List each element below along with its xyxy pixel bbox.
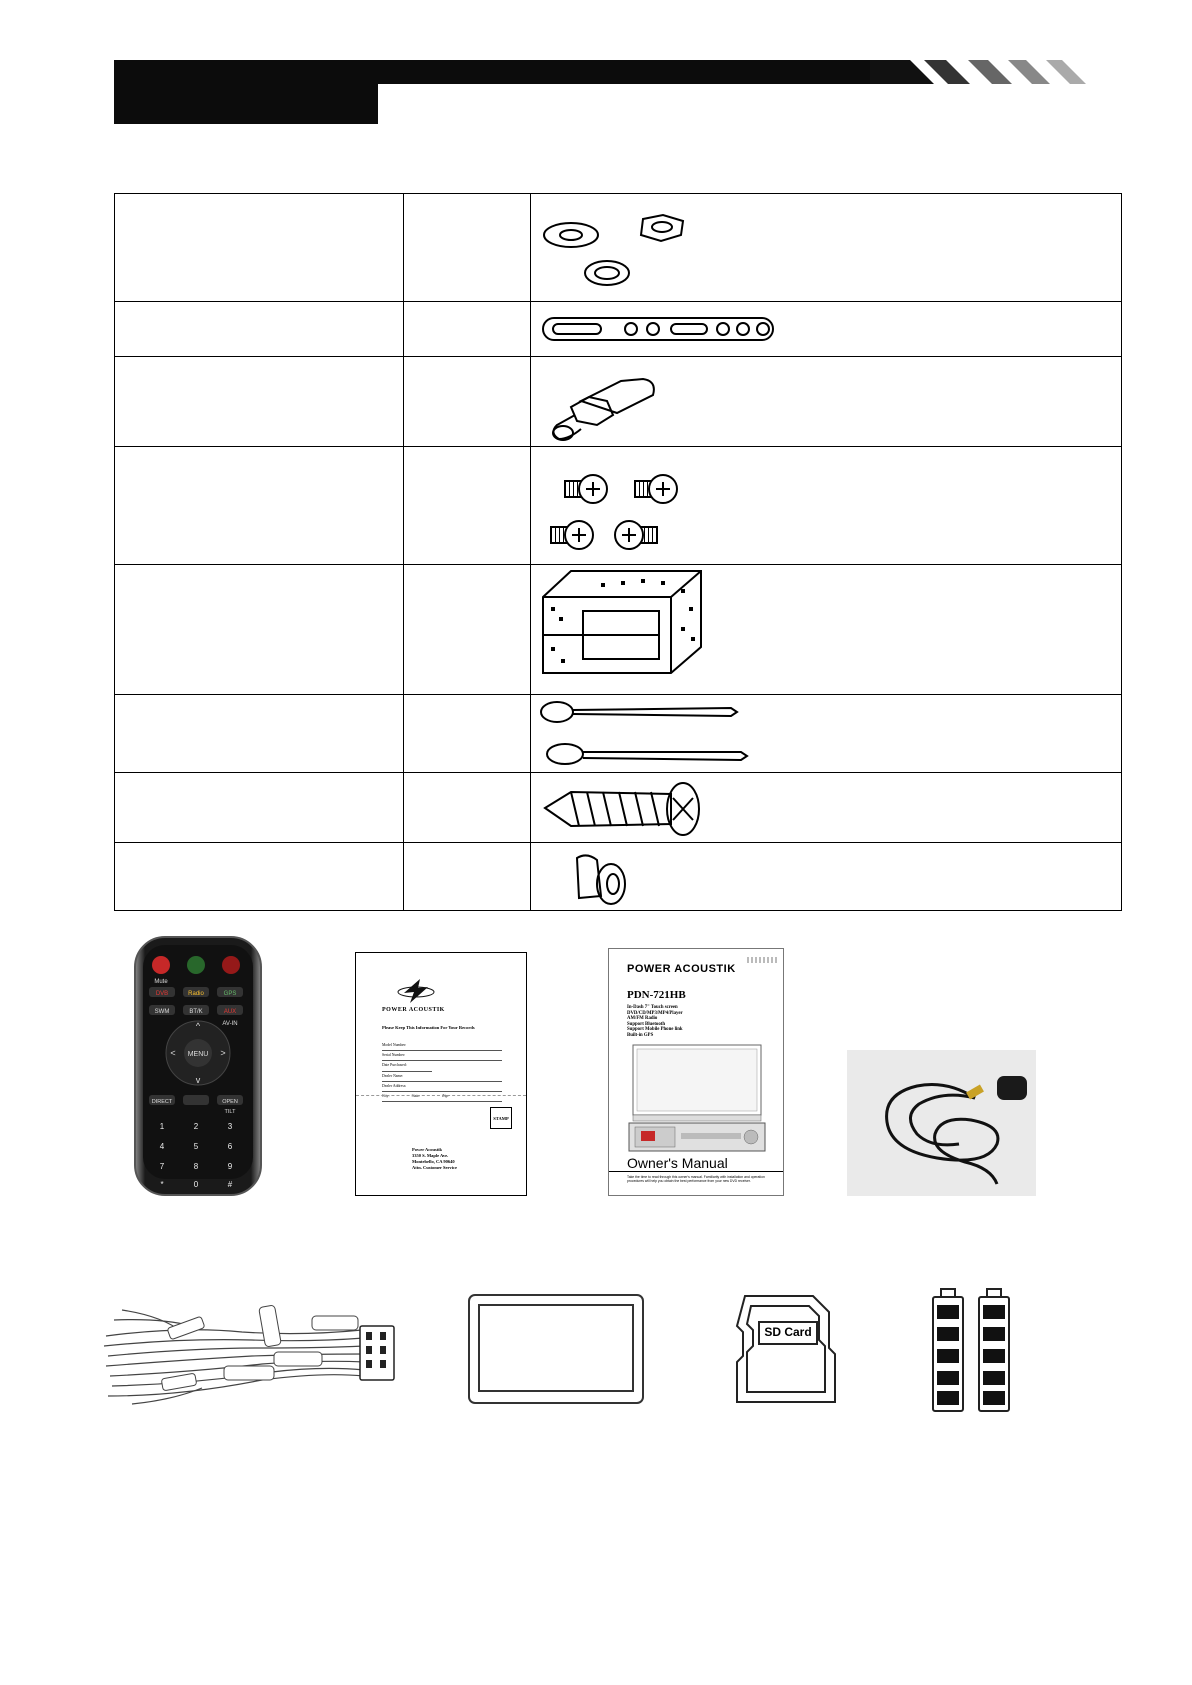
remote-tilt-label: TILT xyxy=(224,1109,236,1115)
bolt-icon xyxy=(531,359,731,445)
part-qty-cell xyxy=(404,695,531,773)
remote-gps-label: GPS xyxy=(223,991,237,997)
part-name-cell xyxy=(115,302,404,357)
part-qty-cell xyxy=(404,194,531,302)
remote-mute-label: Mute xyxy=(154,979,168,985)
remote-aux-label: AUX xyxy=(223,1009,237,1015)
part-name-cell xyxy=(115,695,404,773)
remote-key: # xyxy=(227,1180,233,1189)
warranty-field: State: xyxy=(411,1094,421,1099)
part-image-cell xyxy=(531,695,1122,773)
remote-key: 7 xyxy=(159,1162,165,1171)
warranty-field: Dealer Address: xyxy=(382,1082,502,1092)
part-image-cell xyxy=(531,302,1122,357)
header-stripes xyxy=(870,58,1130,88)
table-row xyxy=(115,357,1122,447)
part-name-cell xyxy=(115,357,404,447)
remote-dvb-label: DVB xyxy=(155,991,169,997)
warranty-address xyxy=(412,1147,457,1171)
manual-brand: POWER ACOUSTIK xyxy=(627,963,736,975)
part-qty-cell xyxy=(404,302,531,357)
batteries-icon xyxy=(929,1287,1025,1415)
header-bar xyxy=(114,60,884,84)
warranty-field: Zip: xyxy=(442,1094,449,1099)
table-row xyxy=(115,695,1122,773)
tapping-screw-icon xyxy=(531,774,731,842)
table-row xyxy=(115,843,1122,911)
gps-antenna-photo xyxy=(847,1050,1036,1196)
part-qty-cell xyxy=(404,447,531,565)
manual-title: Owner's Manual xyxy=(627,1155,728,1171)
feature-line: Support Bluetooth xyxy=(627,1021,665,1027)
remote-key: 8 xyxy=(193,1162,199,1171)
mounting-cage-icon xyxy=(531,567,731,693)
feature-line: DVD/CD/MP3/MP4/Player xyxy=(627,1010,683,1016)
table-row xyxy=(115,194,1122,302)
remote-key: 1 xyxy=(159,1122,165,1131)
svg-text:^: ^ xyxy=(195,1021,201,1031)
screws-icon xyxy=(531,451,731,561)
svg-text:>: > xyxy=(220,1048,226,1058)
remote-key: * xyxy=(160,1180,164,1189)
head-unit-illustration xyxy=(627,1043,767,1155)
warranty-field: City: xyxy=(382,1094,390,1099)
remote-key: 5 xyxy=(193,1142,199,1151)
part-name-cell xyxy=(115,773,404,843)
part-qty-cell xyxy=(404,357,531,447)
rubber-bushing-icon xyxy=(531,844,731,910)
feature-line: AM/FM Radio xyxy=(627,1016,658,1022)
part-image-cell xyxy=(531,773,1122,843)
feature-line: In-Dash 7" Touch screen xyxy=(627,1005,678,1010)
manual-features xyxy=(627,1005,683,1039)
header-tab xyxy=(114,84,378,124)
address-line: 3350 S. Maple Ave. xyxy=(412,1153,449,1158)
warranty-field: Dealer Name: xyxy=(382,1072,502,1082)
remote-swm-label: SWM xyxy=(154,1009,170,1015)
perforated-strap-icon xyxy=(531,304,791,354)
owners-manual xyxy=(608,948,784,1196)
sd-card xyxy=(733,1292,843,1408)
remote-open-label: OPEN xyxy=(222,1099,238,1105)
remote-key: 3 xyxy=(227,1122,233,1131)
part-qty-cell xyxy=(404,773,531,843)
part-name-cell xyxy=(115,447,404,565)
screen-frame-icon xyxy=(467,1293,645,1405)
remote-avin-label: AV-IN xyxy=(222,1021,238,1027)
removal-keys-icon xyxy=(531,696,771,772)
warranty-fields xyxy=(382,1041,502,1102)
warranty-field: Serial Number: xyxy=(382,1051,502,1061)
remote-key: 2 xyxy=(193,1122,199,1131)
feature-line: Built-in GPS xyxy=(627,1032,654,1038)
address-line: Attn. Customer Service xyxy=(412,1165,458,1170)
remote-radio-label: Radio xyxy=(188,991,204,997)
part-image-cell xyxy=(531,447,1122,565)
address-line: Montebello, CA 90640 xyxy=(412,1159,455,1164)
part-image-cell xyxy=(531,357,1122,447)
manual-note: Take the time to read through this owner's manual. Familiarity with installation and operation procedures will help you obtain the best performance from your new DVD receiver. xyxy=(627,1175,765,1184)
remote-key: 9 xyxy=(227,1162,233,1171)
part-name-cell xyxy=(115,565,404,695)
warranty-field: Date Purchased: xyxy=(382,1061,432,1071)
remote-direct-label: DIRECT xyxy=(151,1099,173,1105)
lightning-logo-icon xyxy=(396,979,436,1003)
part-name-cell xyxy=(115,194,404,302)
address-line: Power Acoustik xyxy=(412,1147,443,1152)
sd-card-icon xyxy=(733,1292,843,1408)
parts-table xyxy=(114,193,1122,911)
part-image-cell xyxy=(531,843,1122,911)
part-qty-cell xyxy=(404,565,531,695)
part-image-cell xyxy=(531,194,1122,302)
svg-text:v: v xyxy=(195,1075,201,1085)
warranty-heading: Please Keep This Information For Your Records xyxy=(382,1025,475,1030)
part-image-cell xyxy=(531,565,1122,695)
feature-line: Support Mobile Phone link xyxy=(627,1027,683,1033)
stamp-box: STAMP xyxy=(490,1107,512,1129)
warranty-card xyxy=(355,952,527,1196)
svg-text:<: < xyxy=(170,1048,176,1058)
part-name-cell xyxy=(115,843,404,911)
remote-key: 6 xyxy=(227,1142,233,1151)
remote-menu-label: MENU xyxy=(187,1051,209,1058)
remote-btk-label: BT/K xyxy=(189,1009,203,1015)
washer-nut-icon xyxy=(531,203,731,293)
warranty-field: Model Number: xyxy=(382,1041,502,1051)
warranty-brand: POWER ACOUSTIK xyxy=(382,1007,445,1013)
table-row xyxy=(115,773,1122,843)
manual-model: PDN-721HB xyxy=(627,989,686,1001)
table-row xyxy=(115,302,1122,357)
remote-control xyxy=(133,935,263,1202)
table-row xyxy=(115,447,1122,565)
table-row xyxy=(115,565,1122,695)
remote-key: 0 xyxy=(193,1180,199,1189)
remote-key: 4 xyxy=(159,1142,165,1151)
sd-card-label: SD Card xyxy=(764,1325,812,1339)
wiring-harness-icon xyxy=(102,1296,422,1410)
part-qty-cell xyxy=(404,843,531,911)
